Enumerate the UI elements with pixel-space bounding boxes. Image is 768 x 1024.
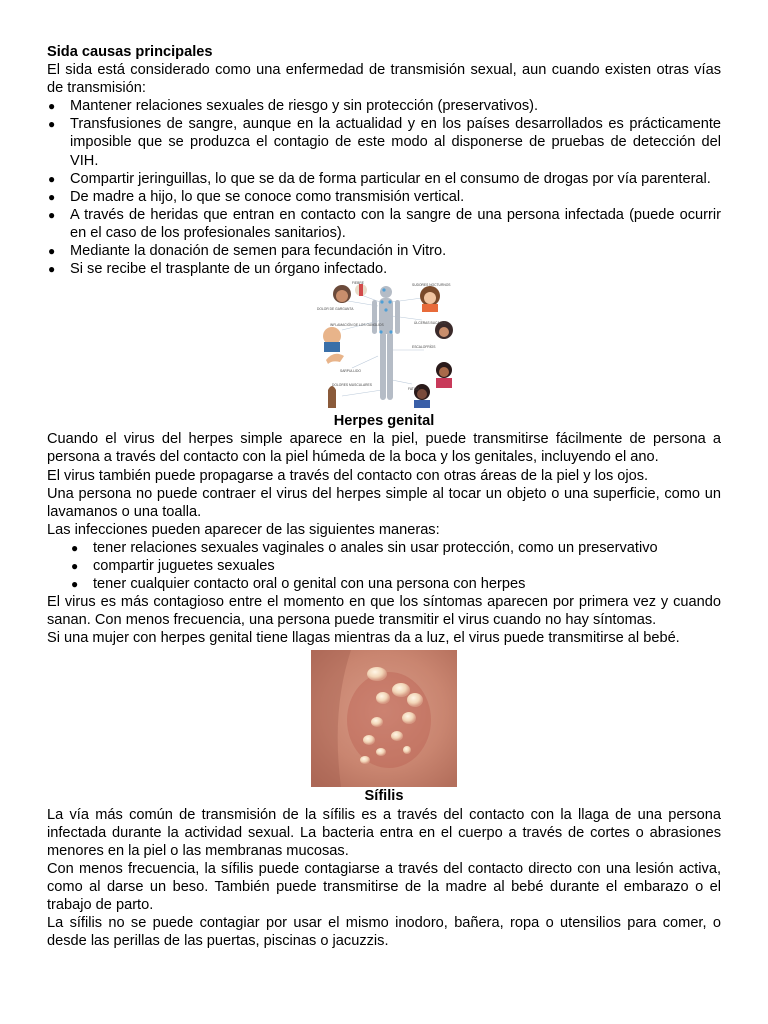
herpes-paragraph: El virus es más contagioso entre el momento en que los síntomas aparecen por primera vez y cuando sanan. Con menos frecuencia, una persona puede transmitir el virus cuando no hay síntomas. <box>47 594 721 629</box>
herpes-paragraph: Una persona no puede contraer el virus del herpes simple al tocar un objeto o una superficie, como un lavamanos o una toalla. <box>47 485 721 520</box>
list-item: ● tener cualquier contacto oral o genital con una persona con herpes <box>71 576 526 593</box>
bullet-icon: ● <box>48 171 56 186</box>
list-item: ● Mediante la donación de semen para fecundación in Vitro. <box>48 243 447 260</box>
list-item: ● Transfusiones de sangre, aunque en la actualidad y en los países desarrollados es prácticamente imposible que se produzca el contagio de este modo al disponerse de pruebas de detección del VIH. <box>48 116 721 169</box>
bullet-icon: ● <box>71 540 79 555</box>
label-dolores: DOLORES MUSCULARES <box>332 383 372 388</box>
bullet-icon: ● <box>71 558 79 573</box>
sifilis-title: Sífilis <box>364 788 404 805</box>
list-item: ● A través de heridas que entran en contacto con la sangre de una persona infectada (puede ocurrir en el caso de los profesionales sanitarios). <box>48 206 721 241</box>
label-escalofrios: ESCALOFRÍOS <box>412 345 436 350</box>
herpes-bullet-list <box>47 539 721 593</box>
list-item: ● De madre a hijo, lo que se conoce como transmisión vertical. <box>48 188 465 205</box>
label-ganglios: INFLAMACIÓN DE LOS GANGLIOS <box>330 323 384 328</box>
hiv-symptoms-figure-wrap <box>47 278 721 412</box>
sifilis-paragraph: La sífilis no se puede contagiar por usar el mismo inodoro, bañera, ropa o utensilios para comer, o desde las perillas de las puertas, piscinas o jacuzzis. <box>47 915 721 950</box>
herpes-paragraph: El virus también puede propagarse a través del contacto con otras áreas de la piel y los ojos. <box>47 467 649 484</box>
bullet-icon: ● <box>71 577 79 592</box>
list-item: ● Si se recibe el trasplante de un órgano infectado. <box>48 261 388 278</box>
label-dolor-garganta: DOLOR DE GARGANTA <box>317 307 354 312</box>
herpes-paragraph: Cuando el virus del herpes simple aparece en la piel, puede transmitirse fácilmente de persona a persona a través del contacto con la piel húmeda de la boca y los genitales, incluyendo el ano. <box>47 431 721 466</box>
bullet-icon: ● <box>48 244 56 259</box>
herpes-paragraph: Si una mujer con herpes genital tiene llagas mientras da a luz, el virus puede transmitirse al bebé. <box>47 630 680 647</box>
herpes-figure-wrap <box>47 647 721 787</box>
list-item: ● tener relaciones sexuales vaginales o anales sin usar protección, como un preservativo <box>71 539 658 556</box>
label-ulceras: ÚLCERAS BUCALES <box>414 321 446 326</box>
bullet-icon: ● <box>48 262 56 277</box>
sida-intro: El sida está considerado como una enfermedad de transmisión sexual, aun cuando existen otras vías de transmisión: <box>47 62 721 97</box>
bullet-icon: ● <box>48 99 56 114</box>
hiv-symptoms-illustration <box>312 280 456 410</box>
label-sarpullido: SARPULLIDO <box>340 369 361 374</box>
bullet-icon: ● <box>48 189 56 204</box>
bullet-icon: ● <box>48 207 56 222</box>
herpes-paragraph: Las infecciones pueden aparecer de las siguientes maneras: <box>47 521 440 538</box>
herpes-title: Herpes genital <box>333 413 435 430</box>
label-sudores: SUDORES NOCTURNOS <box>412 283 451 288</box>
bullet-icon: ● <box>48 117 56 132</box>
document-content <box>47 43 721 950</box>
sifilis-paragraph: La vía más común de transmisión de la sífilis es a través del contacto con la llaga de una persona infectada durante la actividad sexual. La bacteria entra en el cuerpo a través de cortes o abrasiones menores en la piel o las membranas mucosas. <box>47 806 721 859</box>
label-fiebre: FIEBRE <box>352 281 364 286</box>
sifilis-paragraph: Con menos frecuencia, la sífilis puede contagiarse a través del contacto directo con una lesión activa, como al darse un beso. También puede transmitirse de la madre al bebé durante el embarazo o el trabajo de parto. <box>47 860 721 913</box>
list-item: ● Compartir jeringuillas, lo que se da de forma particular en el consumo de drogas por vía parenteral. <box>48 170 711 187</box>
sida-title: Sida causas principales <box>47 44 213 60</box>
list-item: ● compartir juguetes sexuales <box>71 557 275 574</box>
list-item: ● Mantener relaciones sexuales de riesgo y sin protección (preservativos). <box>48 98 539 115</box>
sida-bullet-list <box>47 97 721 278</box>
herpes-lesion-photo <box>311 650 457 787</box>
label-fatiga: FATIGA <box>408 387 420 392</box>
